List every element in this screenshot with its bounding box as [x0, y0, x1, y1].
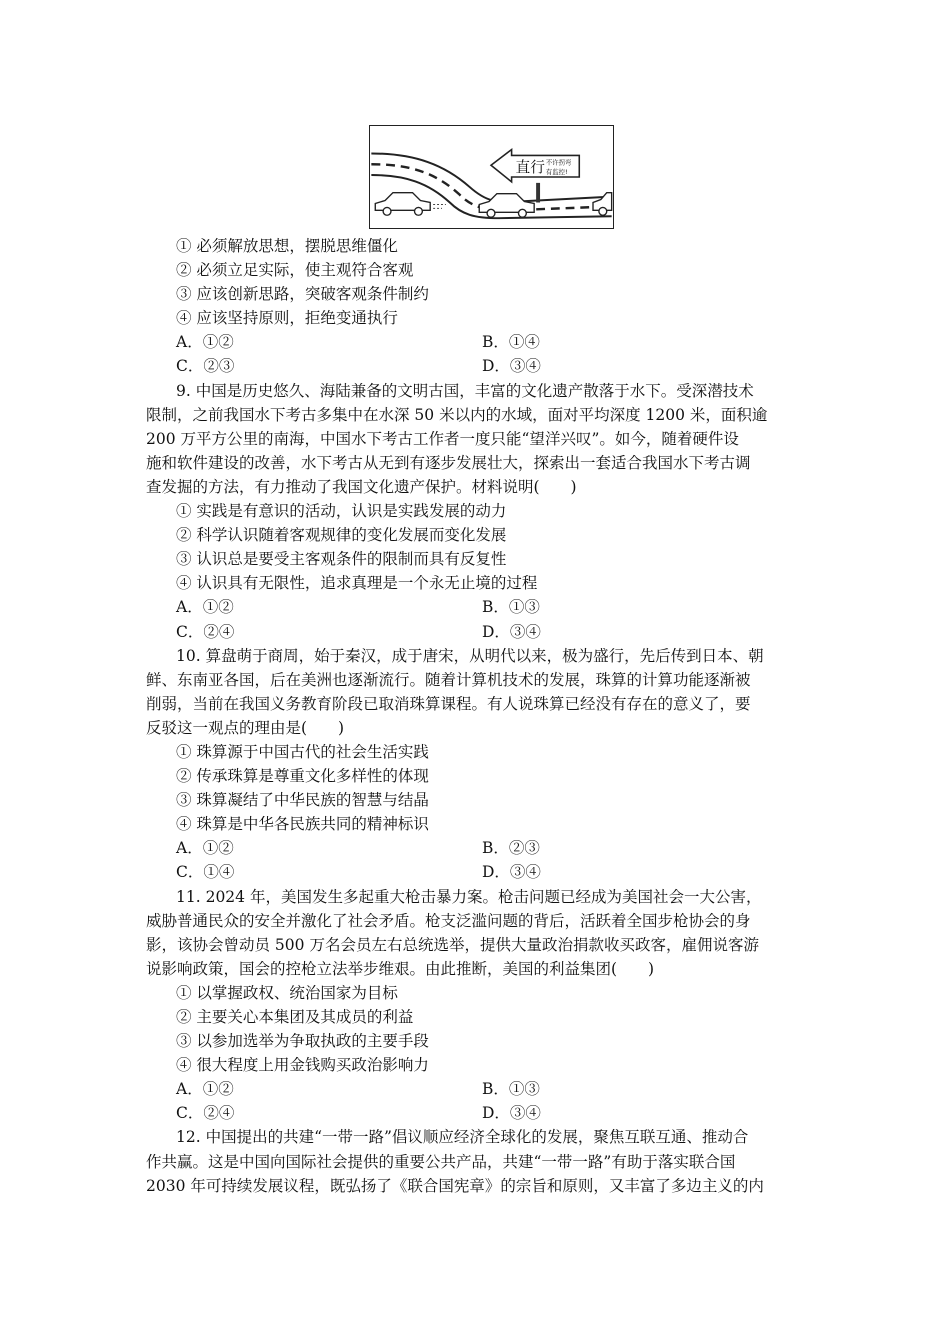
q10-choice-a: A．①② — [176, 839, 234, 858]
q10-stem-line: 10. 算盘萌于商周，始于秦汉，成于唐宋，从明代以来，极为盛行，先后传到日本、朝 — [176, 646, 764, 665]
q10-stem-line: 鲜、东南亚各国，后在美洲也逐渐流行。随着计算机技术的发展，珠算的计算功能逐渐被 — [146, 670, 751, 689]
sign-note-2: 有监控! — [545, 168, 568, 177]
q8-choice-d: D．③④ — [482, 357, 541, 376]
q10-stem-line: 反驳这一观点的理由是( ) — [146, 718, 345, 737]
sign-note-1: 不许拐弯 — [545, 158, 572, 167]
q10-choice-c: C．①④ — [176, 863, 235, 882]
q9-choice-b: B．①③ — [482, 598, 540, 617]
q11-choice-b: B．①③ — [482, 1080, 540, 1099]
q9-stem-line: 施和软件建设的改善，水下考古从无到有逐步发展壮大，探索出一套适合我国水下考古调 — [146, 453, 751, 472]
car-right-icon — [593, 193, 612, 216]
q12-stem-line: 2030 年可持续发展议程，既弘扬了《联合国宪章》的宗旨和原则，又丰富了多边主义的内 — [146, 1176, 764, 1195]
q11-choice-d: D．③④ — [482, 1104, 541, 1123]
q8-choice-a: A．①② — [176, 333, 234, 352]
q8-option-1: ① 必须解放思想，摆脱思维僵化 — [176, 237, 398, 255]
q8-choice-c: C．②③ — [176, 357, 235, 376]
q11-option-1: ① 以掌握政权、统治国家为目标 — [176, 983, 398, 1002]
q11-stem-line: 说影响政策，国会的控枪立法举步维艰。由此推断，美国的利益集团( ) — [146, 959, 655, 978]
q11-option-2: ② 主要关心本集团及其成员的利益 — [176, 1008, 414, 1026]
q10-option-4: ④ 珠算是中华各民族共同的精神标识 — [176, 815, 429, 834]
q9-stem-line: 9. 中国是历史悠久、海陆兼备的文明古国，丰富的文化遗产散落于水下。受深潜技术 — [176, 381, 754, 400]
q9-option-3: ③ 认识总是要受主客观条件的限制而具有反复性 — [176, 550, 507, 569]
q11-option-3: ③ 以参加选举为争取执政的主要手段 — [176, 1032, 429, 1051]
q9-stem-line: 限制，之前我国水下考古多集中在水深 50 米以内的水域，面对平均深度 1200 米，面积逾 — [146, 405, 768, 424]
q8-option-2: ② 必须立足实际，使主观符合客观 — [176, 261, 414, 280]
q12-stem-line: 12. 中国提出的共建“一带一路”倡议顺应经济全球化的发展，聚焦互联互通、推动合 — [176, 1128, 749, 1147]
q10-choice-d: D．③④ — [482, 863, 541, 882]
q8-option-4: ④ 应该坚持原则，拒绝变通执行 — [176, 309, 398, 328]
q9-choices-row-1 — [146, 595, 810, 619]
car-middle-icon — [479, 194, 534, 218]
q11-stem-line: 11. 2024 年，美国发生多起重大枪击暴力案。枪击问题已经成为美国社会一大公害， — [176, 887, 762, 906]
q11-option-4: ④ 很大程度上用金钱购买政治影响力 — [176, 1056, 429, 1075]
q9-choice-c: C．②④ — [176, 622, 235, 641]
q10-choice-b: B．②③ — [482, 839, 540, 858]
q10-choices-row-2 — [146, 860, 810, 884]
q9-stem-line: 查发掘的方法，有力推动了我国文化遗产保护。材料说明( ) — [146, 477, 577, 496]
q8-choices-row-1 — [146, 330, 810, 354]
question-content — [146, 234, 810, 1198]
q9-option-4: ④ 认识具有无限性，追求真理是一个永无止境的过程 — [176, 574, 538, 593]
q10-option-3: ③ 珠算凝结了中华民族的智慧与结晶 — [176, 791, 429, 810]
sign-main-text: 直行 — [515, 159, 545, 177]
q11-stem-line: 威胁普通民众的安全并激化了社会矛盾。枪支泛滥问题的背后，活跃着全国步枪协会的身 — [146, 911, 751, 930]
q8-choice-b: B．①④ — [482, 333, 540, 352]
q10-option-2: ② 传承珠算是尊重文化多样性的体现 — [176, 767, 429, 786]
q10-choices-row-1 — [146, 836, 810, 860]
q10-stem-line: 削弱，当前在我国义务教育阶段已取消珠算课程。有人说珠算已经没有存在的意义了，要 — [146, 694, 751, 713]
q11-choices-row-1 — [146, 1077, 810, 1101]
q9-choice-d: D．③④ — [482, 622, 541, 641]
q9-option-2: ② 科学认识随着客观规律的变化发展而变化发展 — [176, 526, 507, 545]
q10-option-1: ① 珠算源于中国古代的社会生活实践 — [176, 742, 429, 761]
q11-choices-row-2 — [146, 1101, 810, 1125]
q9-stem-line: 200 万平方公里的南海，中国水下考古工作者一度只能“望洋兴叹”。如今，随着硬件设 — [146, 429, 739, 448]
q8-option-3: ③ 应该创新思路，突破客观条件制约 — [176, 285, 429, 304]
q9-choices-row-2 — [146, 620, 810, 644]
q11-choice-c: C．②④ — [176, 1104, 235, 1123]
car-left-icon — [375, 193, 446, 216]
road-illustration — [369, 125, 614, 229]
q11-stem-line: 影，该协会曾动员 500 万名会员左右总统选举，提供大量政治捐款收买政客，雇佣说客游 — [146, 935, 759, 954]
q11-choice-a: A．①② — [176, 1080, 234, 1099]
q12-stem-line: 作共赢。这是中国向国际社会提供的重要公共产品，共建“一带一路”有助于落实联合国 — [146, 1152, 736, 1171]
q8-choices-row-2 — [146, 354, 810, 378]
q9-choice-a: A．①② — [176, 598, 234, 617]
q9-option-1: ① 实践是有意识的活动，认识是实践发展的动力 — [176, 502, 507, 521]
